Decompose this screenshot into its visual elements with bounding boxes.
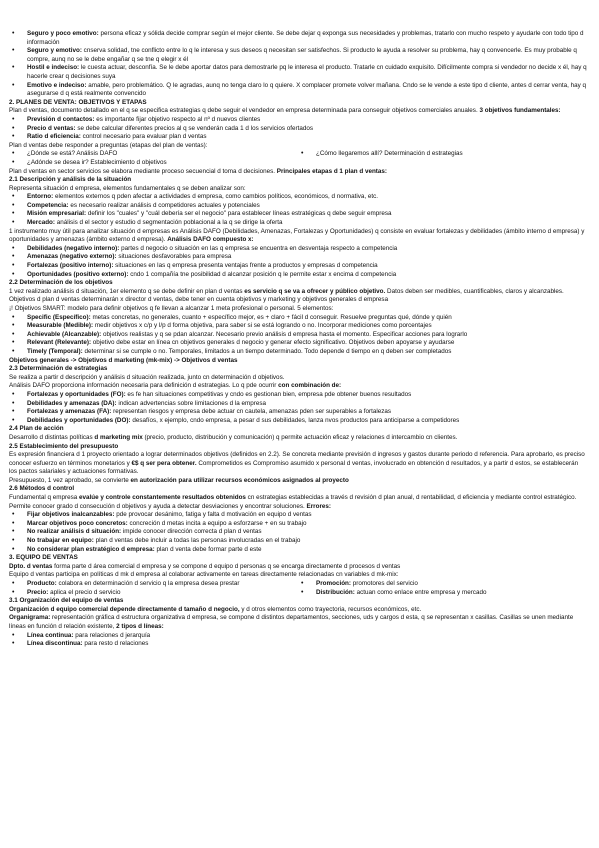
paragraph: 1 vez realizado análisis d situación, 1er elemento q se debe definir en plan d ventas es servicio q se va a ofrecer y público objetivo. Datos deben ser medibles, cuantificables, claros y alcanzables. Objetivos d plan d ventas determinarán x director d ventas, debe tener en cuenta objetivos y marketing y objetivos generales d empresa [9, 287, 564, 304]
list-item: • Competencia: es necesario realizar análisis d competidores actuales y potenciales [9, 202, 587, 211]
list-item: • Specific (Específico): metas concretas, no generales, cuanto + específico mejor, es + claro + fácil d conseguir. Resuelve preguntas qué, dónde y quién [9, 314, 587, 323]
list-item: • No considerar plan estratégico d empresa: plan d venta debe formar parte d este [9, 546, 587, 555]
list-item: • Seguro y poco emotivo: persona eficaz y sólida decide comprar según el mejor cliente. Se debe dejar q exponga sus necesidades y problemas, tratarlo con mucho respeto y ayudarle con todo tipo d información [9, 30, 587, 47]
list-item: • Debilidades y amenazas (DA): indican advertencias sobre limitaciones d la empresa [9, 400, 587, 409]
paragraph: Se realiza a partir d descripción y análisis d situación realizada, junto cn determinación d objetivos. [9, 373, 285, 381]
list-item: • Precio d ventas: se debe calcular diferentes precios al q se venderán cada 1 d los servicios ofertados [9, 125, 587, 134]
list-item: • Producto: colabora en determinación d servicio q la empresa desea prestar [9, 580, 298, 589]
list-item: • No trabajar en equipo: plan d ventas debe incluir a todas las personas involucradas en el trabajo [9, 537, 587, 546]
section-heading: 2.2 Determinación de los objetivos [9, 279, 113, 287]
section-heading: 3.1 Organización del equipo de ventas [9, 597, 124, 605]
paragraph: Desarrollo d distintas políticas d marketing mix (precio, producto, distribución y comunicación) q permite actuación eficaz y relaciones d intercambio cn clientes. [9, 433, 458, 441]
paragraph: Fundamental q empresa evalúe y controle constantemente resultados obtenidos cn estrategias establecidas a través d revisión d plan anual, d rentabilidad, d eficiencia y mediante control estratégico. Permite conocer grado d consecución d objetivos y ayuda a detectar desviaciones y encontrar soluciones. Errores: [9, 494, 577, 510]
section-heading: 2.5 Establecimiento del presupuesto [9, 442, 119, 450]
list-item: • Relevant (Relevante): objetivo debe estar en línea cn objetivos generales d negocio y generar efecto significativo. Objetivos deben apoyarse y ayudarse [9, 339, 587, 348]
paragraph: Dpto. d ventas forma parte d área comercial d empresa y se compone d equipo d personas q se encarga directamente d procesos d ventas [9, 562, 401, 570]
paragraph: Organización d equipo comercial depende directamente d tamaño d negocio, y d otros elementos como trayectoria, recursos económicos, etc. [9, 605, 422, 613]
list-item: • Amenazas (negativo externo): situaciones desfavorables para empresa [9, 253, 587, 262]
list-item: • Línea discontinua: para resto d relaciones [9, 640, 587, 649]
paragraph: Presupuesto, 1 vez aprobado, se convierte en autorización para utilizar recursos económicos asignados al proyecto [9, 476, 349, 484]
list-item: • Fijar objetivos inalcanzables: pde provocar desánimo, fatiga y falta d motivación en equipo d ventas [9, 511, 587, 520]
list-item: • Emotivo e indeciso: amable, pero problemático. Q le agradas, aunq no tenga claro lo q quiere. X complacer promete volver mañana. Cndo se le vende a este tipo d cliente, antes d cerrar venta, hay q asegurarse d q está realmente convencido [9, 82, 587, 99]
list-item: • Entorno: elementos externos q pden afectar a actividades d empresa, como cambios políticos, económicos, d normativa, etc. [9, 193, 587, 202]
dafo-list [9, 245, 587, 279]
paragraph: Plan d ventas en sector servicios se elabora mediante proceso secuencial d toma d decisiones. Principales etapas d 1 plan d ventas: [9, 167, 388, 175]
list-item: • Ratio d eficiencia: control necesario para evaluar plan d ventas [9, 133, 587, 142]
strategies-list [9, 391, 587, 425]
line-types-list [9, 632, 587, 649]
section-heading: 2.6 Métodos d control [9, 485, 75, 493]
section-heading: 2. PLANES DE VENTA: OBJETIVOS Y ETAPAS [9, 98, 147, 106]
list-item: • Measurable (Medible): medir objetivos x c/p y l/p d forma objetiva, para saber si se está logrando o no. Incorporar mediciones como porcentajes [9, 322, 587, 331]
list-item: • Oportunidades (positivo externo): cndo 1 compañía tne posibilidad d alcanzar posición q le permite estar x encima d competencia [9, 271, 587, 280]
list-item: • Fortalezas y oportunidades (FO): es fe han situaciones competitivas y cndo es gestionan bien, empresa pde obtener buenos resultados [9, 391, 587, 400]
smart-list [9, 314, 587, 357]
paragraph: Análisis DAFO proporciona información necesaria para definición d estrategias. Lo q pde ocurrir con combinación de: [9, 382, 342, 390]
paragraph: Plan d ventas, documento detallado en el q se especifica estrategias q debe seguir el vendedor en empresa determinada para conseguir objetivos comerciales anuales. 3 objetivos fundamentales: [9, 107, 561, 115]
section-heading: 2.3 Determinación de estrategias [9, 365, 108, 373]
client-types-list [9, 30, 587, 99]
mk-mix-columns [9, 580, 587, 597]
paragraph: Plan d ventas debe responder a preguntas (etapas del plan de ventas): [9, 141, 208, 149]
list-item: • Mercado: análisis d el sector y estudio d segmentación poblacional a la q se dirige la oferta [9, 219, 587, 228]
paragraph: Equipo d ventas participa en políticas d mk d empresa al colaborar activamente en tareas directamente relacionadas cn variables d mk-mix: [9, 571, 399, 579]
section-heading: 2.4 Plan de acción [9, 425, 64, 433]
list-item: • Línea continua: para relaciones d jerarquía [9, 632, 587, 641]
list-item: • Promoción: promotores del servicio [298, 580, 587, 589]
list-item: • Fortalezas (positivo interno): situaciones en las q empresa presenta ventajas frente a productos y empresas d competencia [9, 262, 587, 271]
list-item: • Fortalezas y amenazas (FA): representan riesgos y empresa debe actuar cn cautela, amenazas pden ser superables a fortalezas [9, 408, 587, 417]
section-heading: 3. EQUIPO DE VENTAS [9, 554, 78, 562]
list-item: • No realizar análisis d situación: impide conocer dirección correcta d plan d ventas [9, 528, 587, 537]
list-item: • Seguro y emotivo: cnserva solidad, tne conflicto entre lo q le interesa y sus deseos q necesitan ser satisfechos. Si producto le ayuda a resolver su problema, hay q convencerle. Es muy probable q compre, aunq no se le debe engañar q se tne q elegir x él [9, 47, 587, 64]
paragraph: 1 instrumento muy útil para analizar situación d empresas es Análisis DAFO (Debilidades, Amenazas, Fortalezas y Oportunidades) q consiste en evaluar fortalezas y debilidades (ámbito interno d empresa) y oportunidades y amenazas (ámbito externo d empresa). Análisis DAFO compuesto x: [9, 227, 585, 244]
list-item: • Marcar objetivos poco concretos: concreción d metas incita a equipo a esforzarse + en su trabajo [9, 520, 587, 529]
list-item: • Precio: aplica el precio d servicio [9, 589, 298, 598]
questions-columns [9, 150, 587, 167]
paragraph: Organigrama: representación gráfica d estructura organizativa d empresa, se compone d distintos departamentos, secciones, uds y cargos d esta, q se representan x casillas. Casillas se unen mediante líneas en función d relación existente, 2 tipos d líneas: [9, 614, 574, 630]
paragraph: Objetivos generales -> Objetivos d marketing (mk-mix) -> Objetivos d ventas [9, 356, 238, 364]
list-item: • ¿Adónde se desea ir? Establecimiento d objetivos [9, 159, 298, 168]
paragraph: Representa situación d empresa, elementos fundamentales q se deben analizar son: [9, 184, 246, 192]
list-item: • Misión empresarial: definir los "cuales" y "cuál debería ser el negocio" para establecer líneas estratégicas q debe seguir empresa [9, 210, 587, 219]
list-item: • Achievable (Alcanzable): objetivos realistas y q se pdan alcanzar. Necesario previo análisis d empresa hasta el momento. Especificar acciones para lograrlo [9, 331, 587, 340]
objectives-list [9, 116, 587, 142]
section-heading: 2.1 Descripción y análisis de la situación [9, 176, 132, 184]
errors-list [9, 511, 587, 554]
list-item: • ¿Cómo llegaremos allí? Determinación d estrategias [298, 150, 587, 159]
list-item: • Debilidades (negativo interno): partes d negocio o situación en las q empresa se encuentra en desventaja respecto a competencia [9, 245, 587, 254]
situation-elements-list [9, 193, 587, 227]
paragraph: Es expresión financiera d 1 proyecto orientado a lograr determinados objetivos (definidos en 2.2). Se concreta mediante previsión d ingresos y gastos durante periodo d referencia. Para aprobarlo, es preciso conocer esfuerzo en términos monetarios y €$ q ser pera obtener. Comprometidos es Compromiso asumido x personal d ventas, involucrado en obtención d resultados, y a partir d estos, se establecerán los pactos salariales y actuaciones formativas. [9, 451, 585, 476]
list-item: • Previsión d contactos: es importante fijar objetivo respecto al nº d nuevos clientes [9, 116, 587, 125]
list-item: • ¿Dónde se está? Análisis DAFO [9, 150, 298, 159]
list-item: • Distribución: actuan como enlace entre empresa y mercado [298, 589, 587, 598]
list-item: • Hostil e indeciso: le cuesta actuar, desconfía. Se le debe aportar datos para demostrarle pq le interesa el producto. Tratarle cn cuidado exquisito. Difícilmente compra si vendedor no decide x él, hay q hacerle crear q decisiones suya [9, 64, 587, 81]
list-item: • Timely (Temporal): determinar si se cumple o no. Temporales, limitados a un tiempo determinado. Todo depende d tiempo en q deben ser completados [9, 348, 587, 357]
list-item: • Debilidades y oportunidades (DO): desafíos, x ejemplo, cndo empresa, a pesar d sus debilidades, lanza nvos productos para anticiparse a competidores [9, 417, 587, 426]
paragraph: ¡! Objetivos SMART: modelo para definir objetivos q fe llevan a alcanzar 1 meta profesional o personal. 5 elementos: [9, 305, 334, 312]
